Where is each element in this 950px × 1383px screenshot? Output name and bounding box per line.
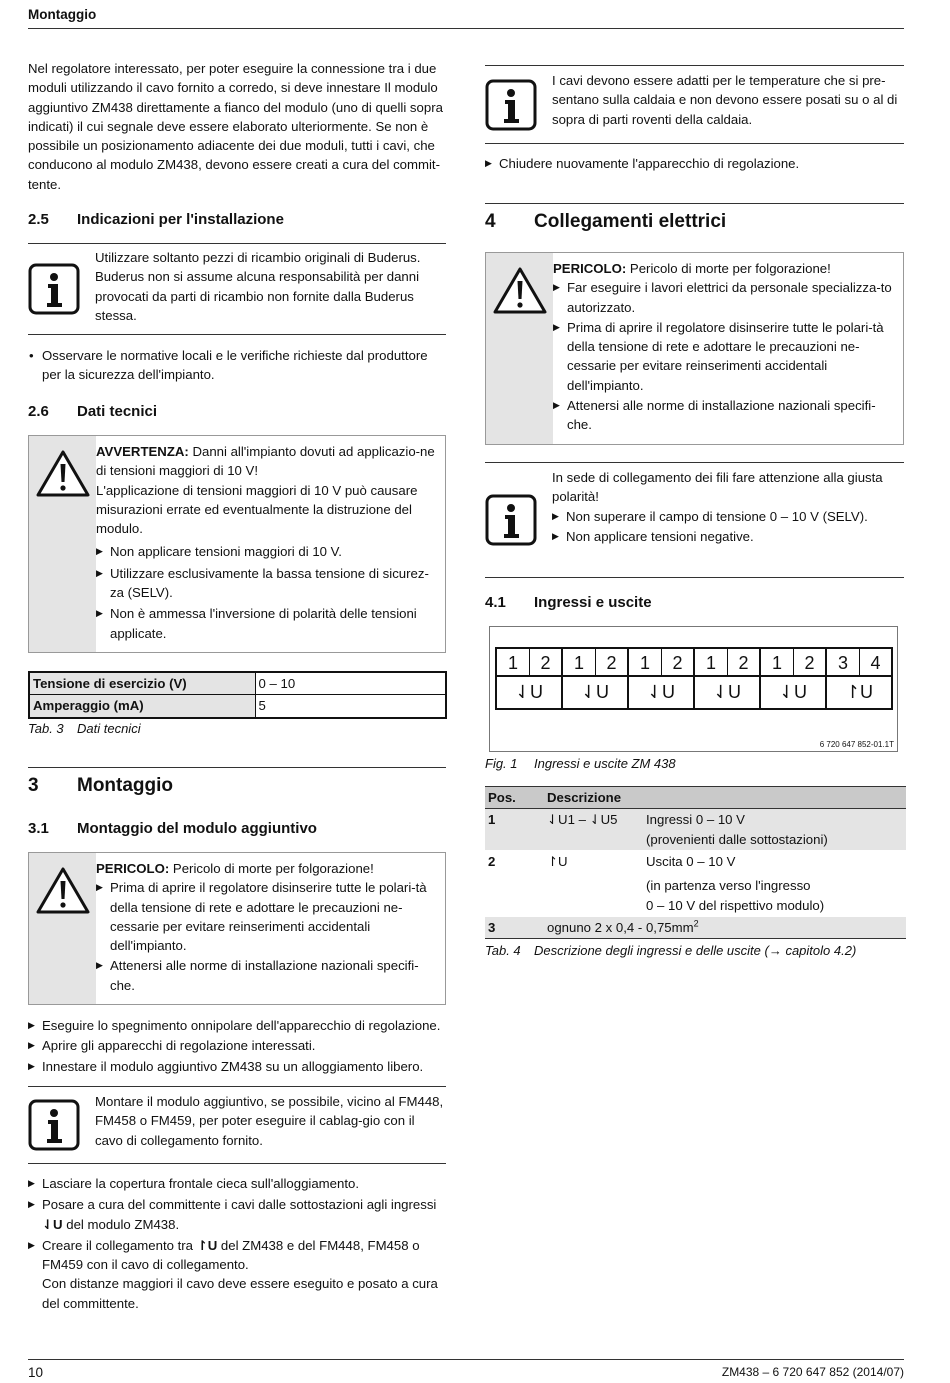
terminal-number: 1 bbox=[497, 649, 530, 675]
section-title: Montaggio del modulo aggiuntivo bbox=[77, 820, 317, 837]
list-item: ▶ Prima di aprire il regolatore disinserire tutte le polari-tà della tensione di rete e adottare le precauzioni ne-cessarie per evitare reinserimenti accidentali dell'impianto. bbox=[96, 878, 435, 955]
list-item: ▶ Non applicare tensioni maggiori di 10 V. bbox=[96, 542, 435, 561]
info-icon bbox=[28, 263, 80, 315]
info-icon bbox=[485, 79, 537, 131]
terminal-number: 1 bbox=[629, 649, 662, 675]
section-rule bbox=[28, 767, 446, 768]
warning-list bbox=[96, 878, 435, 995]
caption-text: Dati tecnici bbox=[77, 721, 141, 736]
terminal-number: 2 bbox=[596, 649, 629, 675]
warning-list bbox=[96, 542, 435, 642]
info-icon bbox=[485, 494, 537, 546]
signal-group: ⇃U bbox=[761, 677, 827, 708]
table-cell-desc bbox=[544, 917, 906, 939]
desc-text: ognuno 2 x 0,4 - 0,75mm bbox=[547, 919, 694, 935]
desc-line: 0 – 10 V del rispettivo modulo) bbox=[646, 897, 825, 913]
info-icon-cell bbox=[485, 66, 552, 143]
desc-line: (in partenza verso l'ingresso bbox=[646, 877, 811, 893]
info-icon-cell bbox=[485, 463, 552, 577]
warning-headline bbox=[96, 442, 435, 481]
signal-group: ⇃U bbox=[695, 677, 761, 708]
table-header-cell: Pos. bbox=[488, 790, 516, 805]
warning-label: AVVERTENZA: bbox=[96, 444, 189, 459]
section-2-6-heading bbox=[28, 402, 157, 421]
list-item: ▶ Utilizzare esclusivamente la bassa tensione di sicurez-za (SELV). bbox=[96, 564, 435, 603]
step-text: del modulo ZM438. bbox=[62, 1216, 180, 1232]
list-item: ▶ Lasciare la copertura frontale cieca sull'alloggiamento. bbox=[28, 1174, 446, 1193]
list-item: ▶ Chiudere nuovamente l'apparecchio di regolazione. bbox=[485, 154, 904, 173]
figure-1-caption bbox=[485, 754, 676, 773]
warning-label: PERICOLO: bbox=[96, 861, 170, 876]
warning-triangle-icon bbox=[492, 265, 548, 315]
table-3-caption bbox=[28, 719, 141, 738]
section-3-heading bbox=[28, 776, 173, 795]
info-text: Utilizzare soltanto pezzi di ricambio originali di Buderus. Buderus non si assume alcuna responsabilità per danni provocati da parti di ricambio non fornite dalla Buderus stessa. bbox=[95, 250, 421, 323]
section-title: Ingressi e uscite bbox=[534, 594, 652, 611]
output-symbol: ↾U bbox=[196, 1237, 218, 1253]
superscript: 2 bbox=[693, 918, 699, 929]
warning-body bbox=[96, 853, 445, 1004]
list-item: ▶ Attenersi alle norme di installazione nazionali specifi-che. bbox=[553, 396, 893, 435]
info-notice-module-position bbox=[28, 1086, 446, 1164]
list-item: ▶ Aprire gli apparecchi di regolazione interessati. bbox=[28, 1036, 446, 1055]
terminal-number: 2 bbox=[728, 649, 761, 675]
terminal-number: 1 bbox=[695, 649, 728, 675]
list-item: ▶ Non superare il campo di tensione 0 – 10 V (SELV). bbox=[552, 507, 904, 526]
running-header: Montaggio bbox=[28, 7, 97, 22]
table-cell-key: Amperaggio (mA) bbox=[29, 695, 255, 718]
mounting-steps-list bbox=[28, 1016, 446, 1076]
table-row bbox=[485, 809, 906, 851]
info-icon-cell bbox=[28, 1087, 95, 1163]
section-title: Collegamenti elettrici bbox=[534, 211, 727, 232]
table-cell-desc bbox=[643, 809, 906, 851]
section-title: Dati tecnici bbox=[77, 403, 158, 420]
list-item: ▶ Non è ammessa l'inversione di polarità delle tensioni applicate. bbox=[96, 604, 435, 643]
info-icon-cell bbox=[28, 244, 95, 334]
section-4-1-heading bbox=[485, 593, 652, 612]
section-title: Indicazioni per l'installazione bbox=[77, 211, 284, 228]
terminal-number: 2 bbox=[662, 649, 695, 675]
arrow-icon: → bbox=[768, 943, 782, 958]
table-row bbox=[29, 672, 446, 695]
warning-label: PERICOLO: bbox=[553, 261, 627, 276]
step-text: del ZM438 e del FM448, FM458 o FM459 con il cavo di collegamento. bbox=[42, 1237, 420, 1273]
table-cell-signal: ⇃U1 – ⇃U5 bbox=[547, 812, 618, 828]
terminal-number-row bbox=[497, 649, 891, 677]
signal-group: ↾U bbox=[844, 682, 874, 702]
info-list bbox=[552, 507, 904, 547]
table-4-caption bbox=[485, 941, 856, 960]
list-item: ▶ Far eseguire i lavori elettrici da personale specializza-to autorizzato. bbox=[553, 278, 893, 317]
table-cell-value: 5 bbox=[258, 698, 266, 714]
warning-icon-cell bbox=[486, 253, 553, 444]
header-rule bbox=[28, 28, 904, 29]
caption-text: Ingressi e uscite ZM 438 bbox=[534, 756, 676, 771]
table-cell-signal: ↾U bbox=[547, 853, 568, 869]
warning-icon-cell bbox=[29, 436, 96, 652]
list-item bbox=[28, 1195, 446, 1234]
terminal-number: 2 bbox=[530, 649, 563, 675]
table-header-cell: Descrizione bbox=[547, 790, 622, 805]
technical-data-table bbox=[28, 671, 447, 719]
figure-code: 6 720 647 852-01.1T bbox=[819, 740, 894, 749]
danger-notice-mounting bbox=[28, 852, 446, 1005]
table-cell-value: 0 – 10 bbox=[258, 676, 296, 691]
warning-triangle-icon bbox=[35, 865, 91, 915]
warning-headline bbox=[553, 259, 893, 278]
caption-text: capitolo 4.2) bbox=[781, 943, 857, 958]
warning-notice-voltage bbox=[28, 435, 446, 653]
section-number: 3.1 bbox=[28, 820, 49, 837]
step-text: Con distanze maggiori il cavo deve essere eseguito e posato a cura del committente. bbox=[42, 1276, 438, 1311]
info-icon bbox=[28, 1099, 80, 1151]
terminal-number: 1 bbox=[761, 649, 794, 675]
warning-text: Pericolo di morte per folgorazione! bbox=[626, 261, 831, 276]
list-item: ▶ Prima di aprire il regolatore disinserire tutte le polari-tà della tensione di rete e adottare le precauzioni ne-cessarie per evitare reinserimenti accidentali dell'impianto. bbox=[553, 318, 893, 395]
table-cell-pos: 2 bbox=[488, 853, 496, 869]
warning-text: Pericolo di morte per folgorazione! bbox=[169, 861, 374, 876]
wiring-steps-list bbox=[28, 1174, 446, 1313]
warning-text: Danni all'impianto dovuti ad applicazio-ne di tensioni maggiori di 10 V! bbox=[96, 444, 435, 479]
table-row bbox=[485, 850, 906, 917]
section-number: 2.6 bbox=[28, 403, 49, 420]
section-number: 3 bbox=[28, 775, 39, 796]
terminal-block bbox=[495, 647, 893, 710]
close-step-list bbox=[485, 154, 904, 173]
info-text: I cavi devono essere adatti per le temperature che si pre-sentano sulla caldaia e non devono essere posati su o al di sopra di parti roventi della caldaia. bbox=[552, 73, 898, 127]
step-text: Posare a cura del committente i cavi dalle sottostazioni agli ingressi bbox=[42, 1197, 437, 1213]
warning-triangle-icon bbox=[35, 448, 91, 498]
warning-paragraph: L'applicazione di tensioni maggiori di 10 V può causare misurazioni errate ed eventualmente la distruzione del modulo. bbox=[96, 482, 418, 537]
signal-group: ⇃U bbox=[497, 677, 563, 708]
intro-paragraph: Nel regolatore interessato, per poter eseguire la connessione tra i due moduli utilizzando il cavo fornito a corredo, si deve innestare Il modulo aggiuntivo ZM438 direttamente a fianco del modulo (uno di quelli sopra indicati) il cui segnale deve essere elaborato ulteriormente. Se non è possibile un posizionamento adiacente dei due moduli, tutti i cavi, che conducono al modulo ZM438, devono essere creati a cura del commit-tente. bbox=[28, 61, 443, 192]
danger-notice-electrical bbox=[485, 252, 904, 445]
section-number: 4.1 bbox=[485, 594, 506, 611]
figure-1-terminals bbox=[489, 626, 898, 752]
caption-label: Tab. 4 bbox=[485, 943, 521, 958]
step-text: Creare il collegamento tra bbox=[42, 1237, 197, 1253]
section-2-5-heading bbox=[28, 210, 284, 229]
section-4-heading bbox=[485, 212, 726, 231]
table-cell-desc bbox=[643, 850, 906, 917]
caption-label: Tab. 3 bbox=[28, 721, 64, 736]
warning-body bbox=[96, 436, 445, 652]
section-rule bbox=[485, 203, 904, 204]
table-cell-pos: 3 bbox=[488, 919, 496, 935]
terminal-signal-row bbox=[497, 677, 891, 708]
table-row bbox=[485, 917, 906, 939]
warning-list bbox=[553, 278, 893, 434]
signal-group: ⇃U bbox=[563, 677, 629, 708]
terminal-number: 1 bbox=[563, 649, 596, 675]
list-item: ▶ Attenersi alle norme di installazione nazionali specifi-che. bbox=[96, 956, 435, 995]
info-body bbox=[552, 463, 904, 577]
desc-line: (provenienti dalle sottostazioni) bbox=[646, 831, 828, 847]
section-3-1-heading bbox=[28, 819, 317, 838]
warning-headline bbox=[96, 859, 435, 878]
info-notice-spare-parts bbox=[28, 243, 446, 335]
inputs-outputs-table bbox=[485, 786, 906, 939]
desc-line: Uscita 0 – 10 V bbox=[646, 853, 736, 869]
list-item: ▶ Non applicare tensioni negative. bbox=[552, 527, 904, 546]
info-text: In sede di collegamento dei fili fare attenzione alla giusta polarità! bbox=[552, 470, 883, 505]
input-symbol: ⇃U bbox=[42, 1216, 63, 1232]
info-notice-polarity bbox=[485, 462, 904, 578]
desc-line: Ingressi 0 – 10 V bbox=[646, 812, 745, 828]
table-cell-key: Tensione di esercizio (V) bbox=[29, 672, 255, 695]
terminal-number: 4 bbox=[870, 653, 881, 673]
signal-group: ⇃U bbox=[629, 677, 695, 708]
info-text: Montare il modulo aggiuntivo, se possibile, vicino al FM448, FM458 o FM459, per poter eseguire il cablag-gio con il cavo di collegamento fornito. bbox=[95, 1094, 444, 1148]
section-number: 2.5 bbox=[28, 211, 49, 228]
caption-text: Descrizione degli ingressi e delle uscite ( bbox=[534, 943, 769, 958]
terminal-number: 3 bbox=[827, 649, 860, 675]
list-item bbox=[28, 1236, 446, 1313]
bullet-list-2-5 bbox=[28, 346, 446, 385]
terminal-number: 2 bbox=[794, 649, 827, 675]
caption-label: Fig. 1 bbox=[485, 756, 518, 771]
footer-rule bbox=[28, 1359, 904, 1360]
table-cell-pos: 1 bbox=[488, 812, 496, 828]
list-item: ▶ Innestare il modulo aggiuntivo ZM438 su un alloggiamento libero. bbox=[28, 1057, 446, 1076]
list-item: • Osservare le normative locali e le verifiche richieste dal produttore per la sicurezza dell'impianto. bbox=[28, 346, 446, 385]
table-header-row bbox=[485, 787, 906, 809]
table-row bbox=[29, 695, 446, 718]
section-title: Montaggio bbox=[77, 775, 174, 796]
document-id: ZM438 – 6 720 647 852 (2014/07) bbox=[721, 1365, 904, 1379]
warning-icon-cell bbox=[29, 853, 96, 1004]
page-number: 10 bbox=[28, 1365, 44, 1380]
list-item: ▶ Eseguire lo spegnimento onnipolare dell'apparecchio di regolazione. bbox=[28, 1016, 446, 1035]
section-number: 4 bbox=[485, 211, 496, 232]
info-notice-cables bbox=[485, 65, 904, 144]
warning-body bbox=[553, 253, 903, 444]
